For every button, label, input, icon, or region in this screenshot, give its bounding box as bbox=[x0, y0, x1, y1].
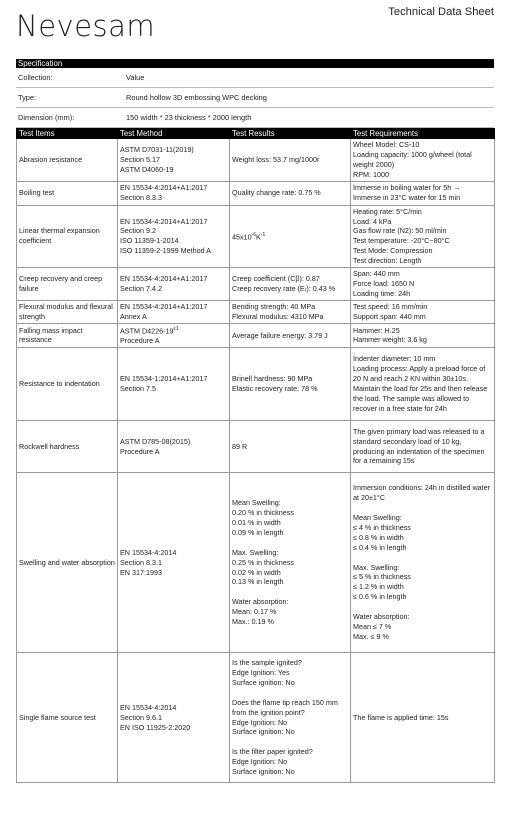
test-result: Weight loss: 53.7 mg/1000r bbox=[230, 139, 351, 182]
test-result: Mean Swelling: 0.20 % in thickness 0.01 % in width 0.09 % in length Max. Swelling: 0.25 % in thickness 0.02 % in width 0.13 % in length Water absorption: Mean: 0.17 % Max.: 0.19 % bbox=[230, 473, 351, 653]
test-method: EN 15534-4:2014+A1:2017 Section 7.4.2 bbox=[118, 268, 230, 301]
test-method: ASTM D7031-11(2019) Section 5.17 ASTM D4060-19 bbox=[118, 139, 230, 182]
table-row bbox=[17, 421, 495, 473]
test-method: EN 15534-4:2014 Section 9.6.1 EN ISO 11925-2:2020 bbox=[118, 653, 230, 783]
test-result: Is the sample ignited? Edge Ignition: Yes Surface ignition: No Does the flame tip reach 150 mm from the ignition point? Edge Ignition: No Surface ignition: No Is the filter paper ignited? Edge Ignition: No Surface ignition: No bbox=[230, 653, 351, 783]
test-result: Quality change rate: 0.75 % bbox=[230, 181, 351, 205]
test-item: Rockwell hardness bbox=[17, 421, 118, 473]
test-requirement: Indenter diameter: 10 mm Loading process: Apply a preload force of 20 N and reach 2 KN within 30±10s. Maintain the load for 25s and then release the load. The sample was allowed to recover in a free state for 24h bbox=[351, 348, 495, 421]
spec-row-collection bbox=[16, 68, 494, 88]
table-row bbox=[17, 301, 495, 324]
test-item: Abrasion resistance bbox=[17, 139, 118, 182]
test-method: EN 15534-1:2014+A1:2017 Section 7.5 bbox=[118, 348, 230, 421]
test-result: Creep coefficient (Cβ): 0.87 Creep recovery rate (Eᵣ): 0.43 % bbox=[230, 268, 351, 301]
table-row bbox=[17, 653, 495, 783]
test-result: Average failure energy: 3.79 J bbox=[230, 323, 351, 347]
spec-label: Type: bbox=[18, 93, 37, 102]
spec-row-type bbox=[16, 88, 494, 108]
result-unit-exponent: -1 bbox=[260, 231, 266, 238]
test-requirement: The given primary load was released to a standard secondary load of 10 kg, producing an indentation of the specimen for a remaining 15s bbox=[351, 421, 495, 473]
test-result: 89 R bbox=[230, 421, 351, 473]
column-header-test-results: Test Results bbox=[230, 129, 351, 139]
table-row bbox=[17, 348, 495, 421]
column-header-test-method: Test Method bbox=[118, 129, 230, 139]
test-method: EN 15534-4:2014 Section 8.3.1 EN 317:1993 bbox=[118, 473, 230, 653]
test-item: Creep recovery and creep failure bbox=[17, 268, 118, 301]
result-unit: K bbox=[256, 232, 261, 242]
method-superscript: ε1 bbox=[173, 325, 179, 332]
test-requirement: Test speed: 16 mm/min Support span: 440 mm bbox=[351, 301, 495, 324]
specification-heading: Specification bbox=[16, 59, 494, 68]
test-requirement: Hammer: H.25 Hammer weight: 3.6 kg bbox=[351, 323, 495, 347]
test-item: Boiling test bbox=[17, 181, 118, 205]
test-requirement: The flame is applied time: 15s bbox=[351, 653, 495, 783]
brand-logo: Nevesam bbox=[16, 9, 156, 43]
result-exponent: -6 bbox=[251, 231, 257, 238]
column-header-test-requirements: Test Requirements bbox=[351, 129, 495, 139]
test-requirement: Span: 440 mm Force load: 1650 N Loading time: 24h bbox=[351, 268, 495, 301]
test-requirement: Immersion conditions: 24h in distilled water at 20±1°C Mean Swelling: ≤ 4 % in thickness ≤ 0.8 % in width ≤ 0.4 % in length Max. Swelling: ≤ 5 % in thickness ≤ 1.2 % in width ≤ 0.6 % in length Water absorption: Mean ≤ 7 % Max. ≤ 9 % bbox=[351, 473, 495, 653]
test-item: Linear thermal expansion coefficient bbox=[17, 205, 118, 267]
spec-label: Collection: bbox=[18, 73, 53, 82]
spec-row-dimension bbox=[16, 108, 494, 128]
spec-value: Value bbox=[126, 73, 145, 82]
test-requirement: Heating rate: 5°C/min Load: 4 kPa Gas flow rate (N2): 50 ml/min Test temperature: -20°C~80°C Test Mode: Compression Test direction: Length bbox=[351, 205, 495, 267]
spec-value: Round hollow 3D embossing WPC decking bbox=[126, 93, 267, 102]
table-row bbox=[17, 139, 495, 182]
table-row bbox=[17, 181, 495, 205]
test-results-table bbox=[16, 128, 495, 783]
test-result: Brinell hardness: 90 MPa Elastic recovery rate: 78 % bbox=[230, 348, 351, 421]
test-method: ASTM D785-08(2015) Procedure A bbox=[118, 421, 230, 473]
column-header-test-items: Test Items bbox=[17, 129, 118, 139]
method-standard: ASTM D4226-19 bbox=[120, 326, 174, 336]
spec-label: Dimension (mm): bbox=[18, 113, 75, 122]
test-method: EN 15534-4:2014+A1:2017 Annex A bbox=[118, 301, 230, 324]
table-row bbox=[17, 473, 495, 653]
result-value: 45x10 bbox=[232, 232, 252, 242]
test-method: EN 15534-4:2014+A1:2017 Section 9.2 ISO 11359-1-2014 ISO 11359-2-1999 Method A bbox=[118, 205, 230, 267]
test-item: Single flame source test bbox=[17, 653, 118, 783]
test-method bbox=[118, 323, 230, 347]
test-item: Resistance to indentation bbox=[17, 348, 118, 421]
spec-value: 150 width * 23 thickness * 2000 length bbox=[126, 113, 252, 122]
table-row bbox=[17, 268, 495, 301]
test-item: Flexural modulus and flexural strength bbox=[17, 301, 118, 324]
test-result bbox=[230, 205, 351, 267]
test-requirement: Immerse in boiling water for 5h → Immerse in 23°C water for 15 min bbox=[351, 181, 495, 205]
table-row bbox=[17, 205, 495, 267]
document-title: Technical Data Sheet bbox=[388, 6, 494, 18]
test-result: Bending strength: 40 MPa Flexural modulus: 4310 MPa bbox=[230, 301, 351, 324]
table-row bbox=[17, 323, 495, 347]
table-header-row bbox=[17, 129, 495, 139]
test-item: Swelling and water absorption bbox=[17, 473, 118, 653]
test-requirement: Wheel Model: CS-10 Loading capacity: 1000 g/wheel (total weight 2000) RPM: 1000 bbox=[351, 139, 495, 182]
test-item: Falling mass impact resistance bbox=[17, 323, 118, 347]
specification-section bbox=[16, 59, 494, 128]
method-procedure: Procedure A bbox=[120, 336, 160, 346]
test-method: EN 15534-4:2014+A1:2017 Section 8.3.3 bbox=[118, 181, 230, 205]
